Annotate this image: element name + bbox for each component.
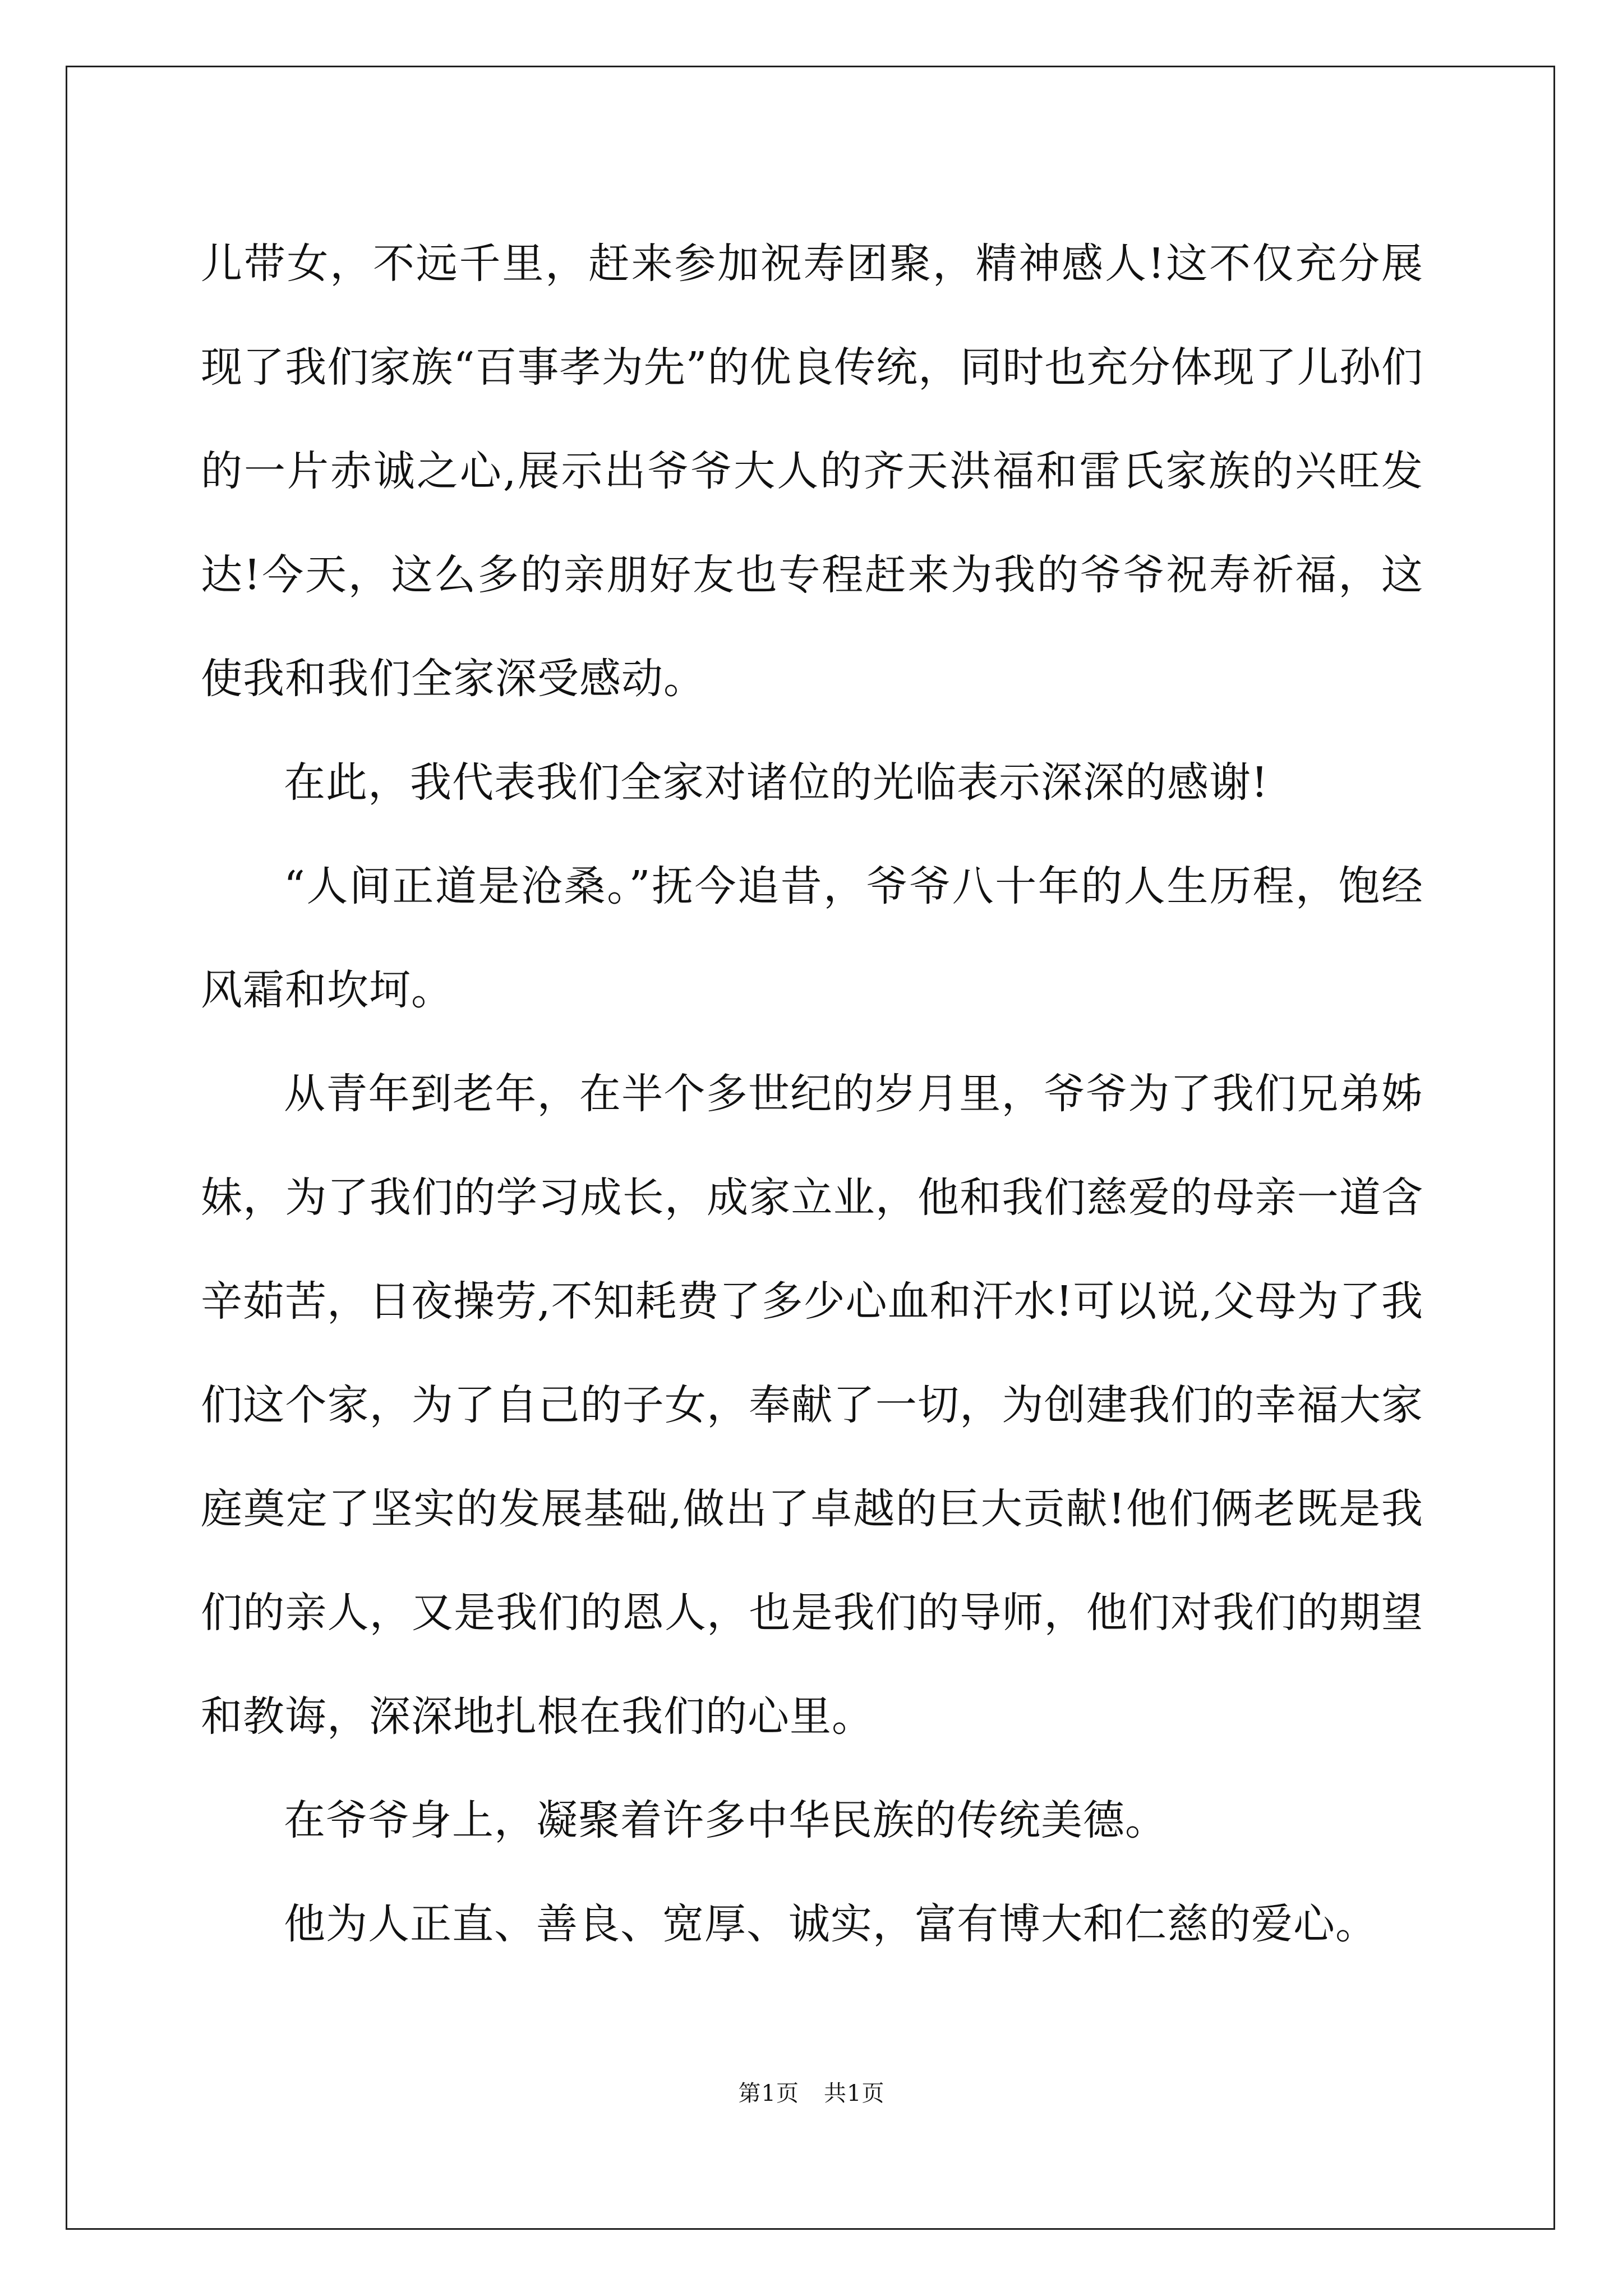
paragraph-4: 从青年到老年，在半个多世纪的岁月里，爷爷为了我们兄弟姊妹，为了我们的学习成长，成家立业，他和我们慈爱的母亲一道含辛茹苦，日夜操劳,不知耗费了多少心血和汗水!可以说,父母为了我们这个家，为了自己的子女，奉献了一切，为创建我们的幸福大家庭奠定了坚实的发展基础,做出了卓越的巨大贡献!他们俩老既是我们的亲人，又是我们的恩人，也是我们的导师，他们对我们的期望和教诲，深深地扎根在我们的心里。: [201, 1070, 1423, 1741]
document-body: [201, 212, 1423, 1976]
page-number: 第1页: [738, 2081, 799, 2106]
paragraph-5: 在爷爷身上，凝聚着许多中华民族的传统美德。: [284, 1796, 1167, 1844]
paragraph-3: “人间正道是沧桑。”抚今追昔，爷爷八十年的人生历程，饱经风霜和坎坷。: [201, 862, 1423, 1014]
page-total: 共1页: [824, 2081, 885, 2106]
paragraph-6: 他为人正直、善良、宽厚、诚实，富有博大和仁慈的爱心。: [284, 1900, 1377, 1948]
paragraph-1: 儿带女，不远千里，赶来参加祝寿团聚，精神感人!这不仅充分展现了我们家族“百事孝为先”的优良传统，同时也充分体现了儿孙们的一片赤诚之心,展示出爷爷大人的齐天洪福和雷氏家族的兴旺发达!今天，这么多的亲朋好友也专程赶来为我的爷爷祝寿祈福，这使我和我们全家深受感动。: [201, 240, 1423, 703]
page-footer: [0, 2076, 1623, 2108]
paragraph-2: 在此，我代表我们全家对诸位的光临表示深深的感谢!: [284, 758, 1269, 807]
